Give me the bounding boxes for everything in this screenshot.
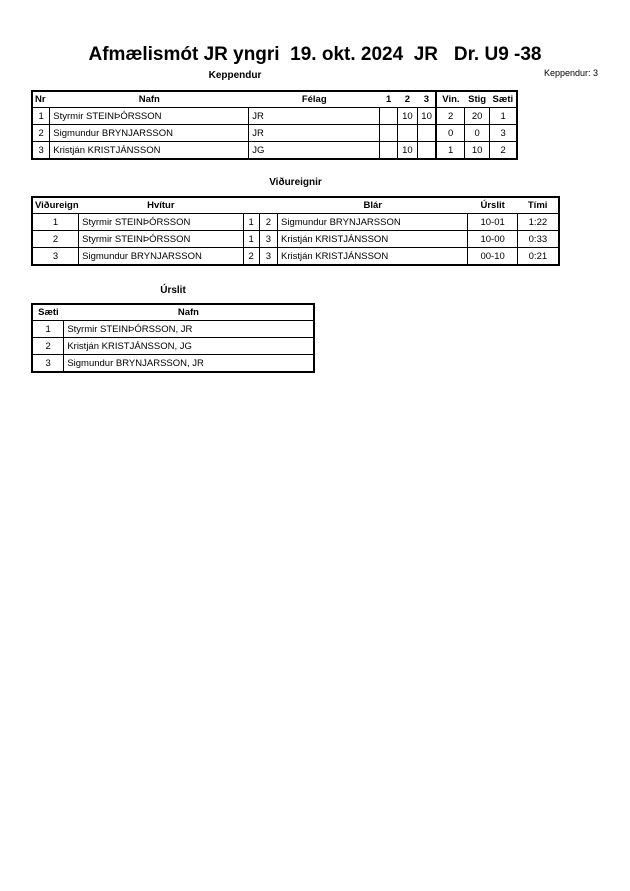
match-time: 0:33 [517, 231, 559, 248]
player-r2 [397, 125, 417, 142]
results-heading: Úrslit [160, 285, 186, 296]
player-place: 2 [490, 142, 517, 160]
col-time: Tími [517, 197, 559, 214]
table-row [32, 355, 314, 373]
result-name: Kristján KRISTJÁNSSON, JG [64, 338, 314, 355]
col-club: Félag [249, 91, 380, 108]
col-r2: 2 [397, 91, 417, 108]
player-club: JR [249, 125, 380, 142]
player-points: 10 [465, 142, 490, 160]
result-name: Styrmir STEINÞÓRSSON, JR [64, 321, 314, 338]
results-header-row [32, 304, 314, 321]
match-white: Sigmundur BRYNJARSSON [79, 248, 243, 266]
table-row [32, 214, 559, 231]
table-row [32, 231, 559, 248]
player-r3 [417, 125, 436, 142]
col-r1: 1 [380, 91, 398, 108]
player-name: Kristján KRISTJÁNSSON [50, 142, 249, 160]
matches-heading: Viðureignir [269, 177, 322, 188]
result-place: 3 [32, 355, 64, 373]
result-place: 1 [32, 321, 64, 338]
player-name: Sigmundur BRYNJARSSON [50, 125, 249, 142]
player-points: 0 [465, 125, 490, 142]
match-blue: Sigmundur BRYNJARSSON [278, 214, 468, 231]
result-place: 2 [32, 338, 64, 355]
match-white-nr: 2 [243, 248, 259, 266]
player-r1 [380, 125, 398, 142]
match-blue: Kristján KRISTJÁNSSON [278, 231, 468, 248]
player-r2: 10 [397, 108, 417, 125]
match-result: 00-10 [468, 248, 517, 266]
col-wins: Vin. [436, 91, 464, 108]
table-row [32, 338, 314, 355]
table-row [32, 125, 517, 142]
match-white: Styrmir STEINÞÓRSSON [79, 214, 243, 231]
player-r1 [380, 108, 398, 125]
player-r1 [380, 142, 398, 160]
match-blue-nr: 2 [259, 214, 277, 231]
col-blue: Blár [278, 197, 468, 214]
player-club: JR [249, 108, 380, 125]
table-row [32, 248, 559, 266]
players-heading: Keppendur [208, 70, 262, 81]
player-place: 3 [490, 125, 517, 142]
player-club: JG [249, 142, 380, 160]
col-nr: Nr [32, 91, 50, 108]
matches-table [31, 196, 560, 266]
matches-header-row [32, 197, 559, 214]
match-result: 10-01 [468, 214, 517, 231]
col-name: Nafn [50, 91, 249, 108]
players-table [31, 90, 518, 160]
player-count: Keppendur: 3 [543, 68, 598, 78]
table-row [32, 108, 517, 125]
player-r3: 10 [417, 108, 436, 125]
col-white: Hvítur [79, 197, 243, 214]
match-time: 1:22 [517, 214, 559, 231]
results-table [31, 303, 315, 373]
player-wins: 0 [436, 125, 464, 142]
col-points: Stig [465, 91, 490, 108]
match-white: Styrmir STEINÞÓRSSON [79, 231, 243, 248]
player-r3 [417, 142, 436, 160]
match-nr: 1 [32, 214, 79, 231]
col-place: Sæti [490, 91, 517, 108]
match-nr: 2 [32, 231, 79, 248]
player-points: 20 [465, 108, 490, 125]
table-row [32, 321, 314, 338]
players-header-row [32, 91, 517, 108]
col-result: Úrslit [468, 197, 517, 214]
match-nr: 3 [32, 248, 79, 266]
col-match: Viðureign [32, 197, 79, 214]
player-nr: 3 [32, 142, 50, 160]
page-title: Afmælismót JR yngri 19. okt. 2024 JR Dr. U9 -38 [88, 44, 542, 65]
player-nr: 2 [32, 125, 50, 142]
match-blue-nr: 3 [259, 248, 277, 266]
col-name: Nafn [64, 304, 314, 321]
col-place: Sæti [32, 304, 64, 321]
player-wins: 2 [436, 108, 464, 125]
player-wins: 1 [436, 142, 464, 160]
match-blue: Kristján KRISTJÁNSSON [278, 248, 468, 266]
result-name: Sigmundur BRYNJARSSON, JR [64, 355, 314, 373]
match-white-nr: 1 [243, 231, 259, 248]
match-blue-nr: 3 [259, 231, 277, 248]
player-nr: 1 [32, 108, 50, 125]
player-name: Styrmir STEINÞÓRSSON [50, 108, 249, 125]
table-row [32, 142, 517, 160]
match-time: 0:21 [517, 248, 559, 266]
match-white-nr: 1 [243, 214, 259, 231]
match-result: 10-00 [468, 231, 517, 248]
player-r2: 10 [397, 142, 417, 160]
col-r3: 3 [417, 91, 436, 108]
player-place: 1 [490, 108, 517, 125]
